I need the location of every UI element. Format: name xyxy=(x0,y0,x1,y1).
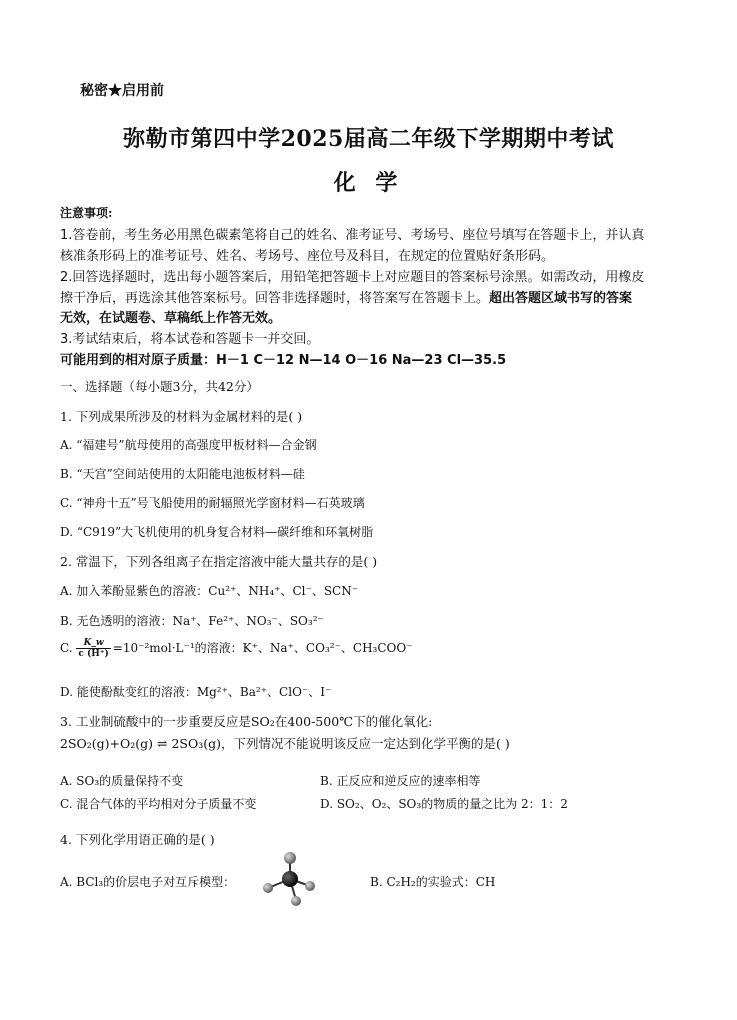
fraction-numerator: K_w xyxy=(76,638,110,649)
question-1-stem: 1. 下列成果所涉及的材料为金属材料的是( ) xyxy=(60,409,303,424)
question-3-option-a: A. SO₃的质量保持不变 xyxy=(60,774,184,788)
question-3-option-b: B. 正反应和逆反应的速率相等 xyxy=(320,774,481,788)
notice-line-6: 3.考试结束后，将本试卷和答题卡一并交回。 xyxy=(60,332,320,347)
question-2-option-b: B. 无色透明的溶液：Na⁺、Fe²⁺、NO₃⁻、SO₃²⁻ xyxy=(60,614,324,628)
notice-line-5: 无效，在试题卷、草稿纸上作答无效。 xyxy=(60,311,282,326)
secret-label: 秘密★启用前 xyxy=(80,83,164,99)
notice-line-4-bold: 超出答题区域书写的答案 xyxy=(489,291,633,306)
section-heading: 一、选择题（每小题3分，共42分） xyxy=(60,379,259,394)
question-4-stem: 4. 下列化学用语正确的是( ) xyxy=(60,832,215,847)
atomic-mass-line: 可能用到的相对原子质量：H－1 C－12 N—14 O－16 Na—23 Cl—35.5 xyxy=(60,353,507,368)
notice-line-4 xyxy=(60,287,632,306)
question-2-option-d: D. 能使酚酞变红的溶液：Mg²⁺、Ba²⁺、ClO⁻、I⁻ xyxy=(60,685,332,699)
question-1-option-b: B. “天宫”空间站使用的太阳能电池板材料—硅 xyxy=(60,467,305,481)
question-2-option-a: A. 加入苯酚显紫色的溶液：Cu²⁺、NH₄⁺、Cl⁻、SCN⁻ xyxy=(60,584,359,598)
question-3-equation: 2SO₂(g)+O₂(g) ⇌ 2SO₃(g)，下列情况不能说明该反应一定达到化学平衡的是( ) xyxy=(60,736,510,751)
option-c-label: C. xyxy=(60,641,73,655)
bcl3-vsepr-model-image xyxy=(258,848,322,910)
question-2-option-c xyxy=(60,638,413,659)
question-1-option-a: A. “福建号”航母使用的高强度甲板材料—合金钢 xyxy=(60,438,317,452)
question-2-stem: 2. 常温下，下列各组离子在指定溶液中能大量共存的是( ) xyxy=(60,554,378,569)
question-3-option-c: C. 混合气体的平均相对分子质量不变 xyxy=(60,797,257,811)
subject-title: 化 学 xyxy=(333,170,404,196)
notice-line-2: 核准条形码上的准考证号、姓名、考场号、座位号及科目，在规定的位置贴好条形码。 xyxy=(60,249,555,264)
question-1-option-d: D. “C919”大飞机使用的机身复合材料—碳纤维和环氧树脂 xyxy=(60,525,374,539)
question-3-stem: 3. 工业制硫酸中的一步重要反应是SO₂在400-500℃下的催化氧化: xyxy=(60,714,433,729)
notice-line-3: 2.回答选择题时，选出每小题答案后，用铅笔把答题卡上对应题目的答案标号涂黑。如需改动，用橡皮 xyxy=(60,270,645,285)
notice-line-4-text: 擦干净后，再选涂其他答案标号。回答非选择题时，将答案写在答题卡上。 xyxy=(60,291,490,306)
notice-heading: 注意事项: xyxy=(60,206,113,220)
question-1-option-c: C. “神舟十五”号飞船使用的耐辐照光学窗材料—石英玻璃 xyxy=(60,496,365,510)
question-4-option-b: B. C₂H₂的实验式：CH xyxy=(370,875,496,889)
exam-title: 弥勒市第四中学2025届高二年级下学期期中考试 xyxy=(123,126,614,152)
notice-line-1: 1.答卷前，考生务必用黑色碳素笔将自己的姓名、准考证号、考场号、座位号填写在答题卡上，并认真 xyxy=(60,228,645,243)
question-4-option-a: A. BCl₃的价层电子对互斥模型： xyxy=(60,875,236,889)
question-3-option-d: D. SO₂、O₂、SO₃的物质的量之比为 2：1：2 xyxy=(320,797,568,811)
fraction-denominator: c (H⁺) xyxy=(78,649,109,659)
option-c-rest: =10⁻²mol·L⁻¹的溶液：K⁺、Na⁺、CO₃²⁻、CH₃COO⁻ xyxy=(112,641,413,655)
kw-fraction xyxy=(76,638,110,659)
